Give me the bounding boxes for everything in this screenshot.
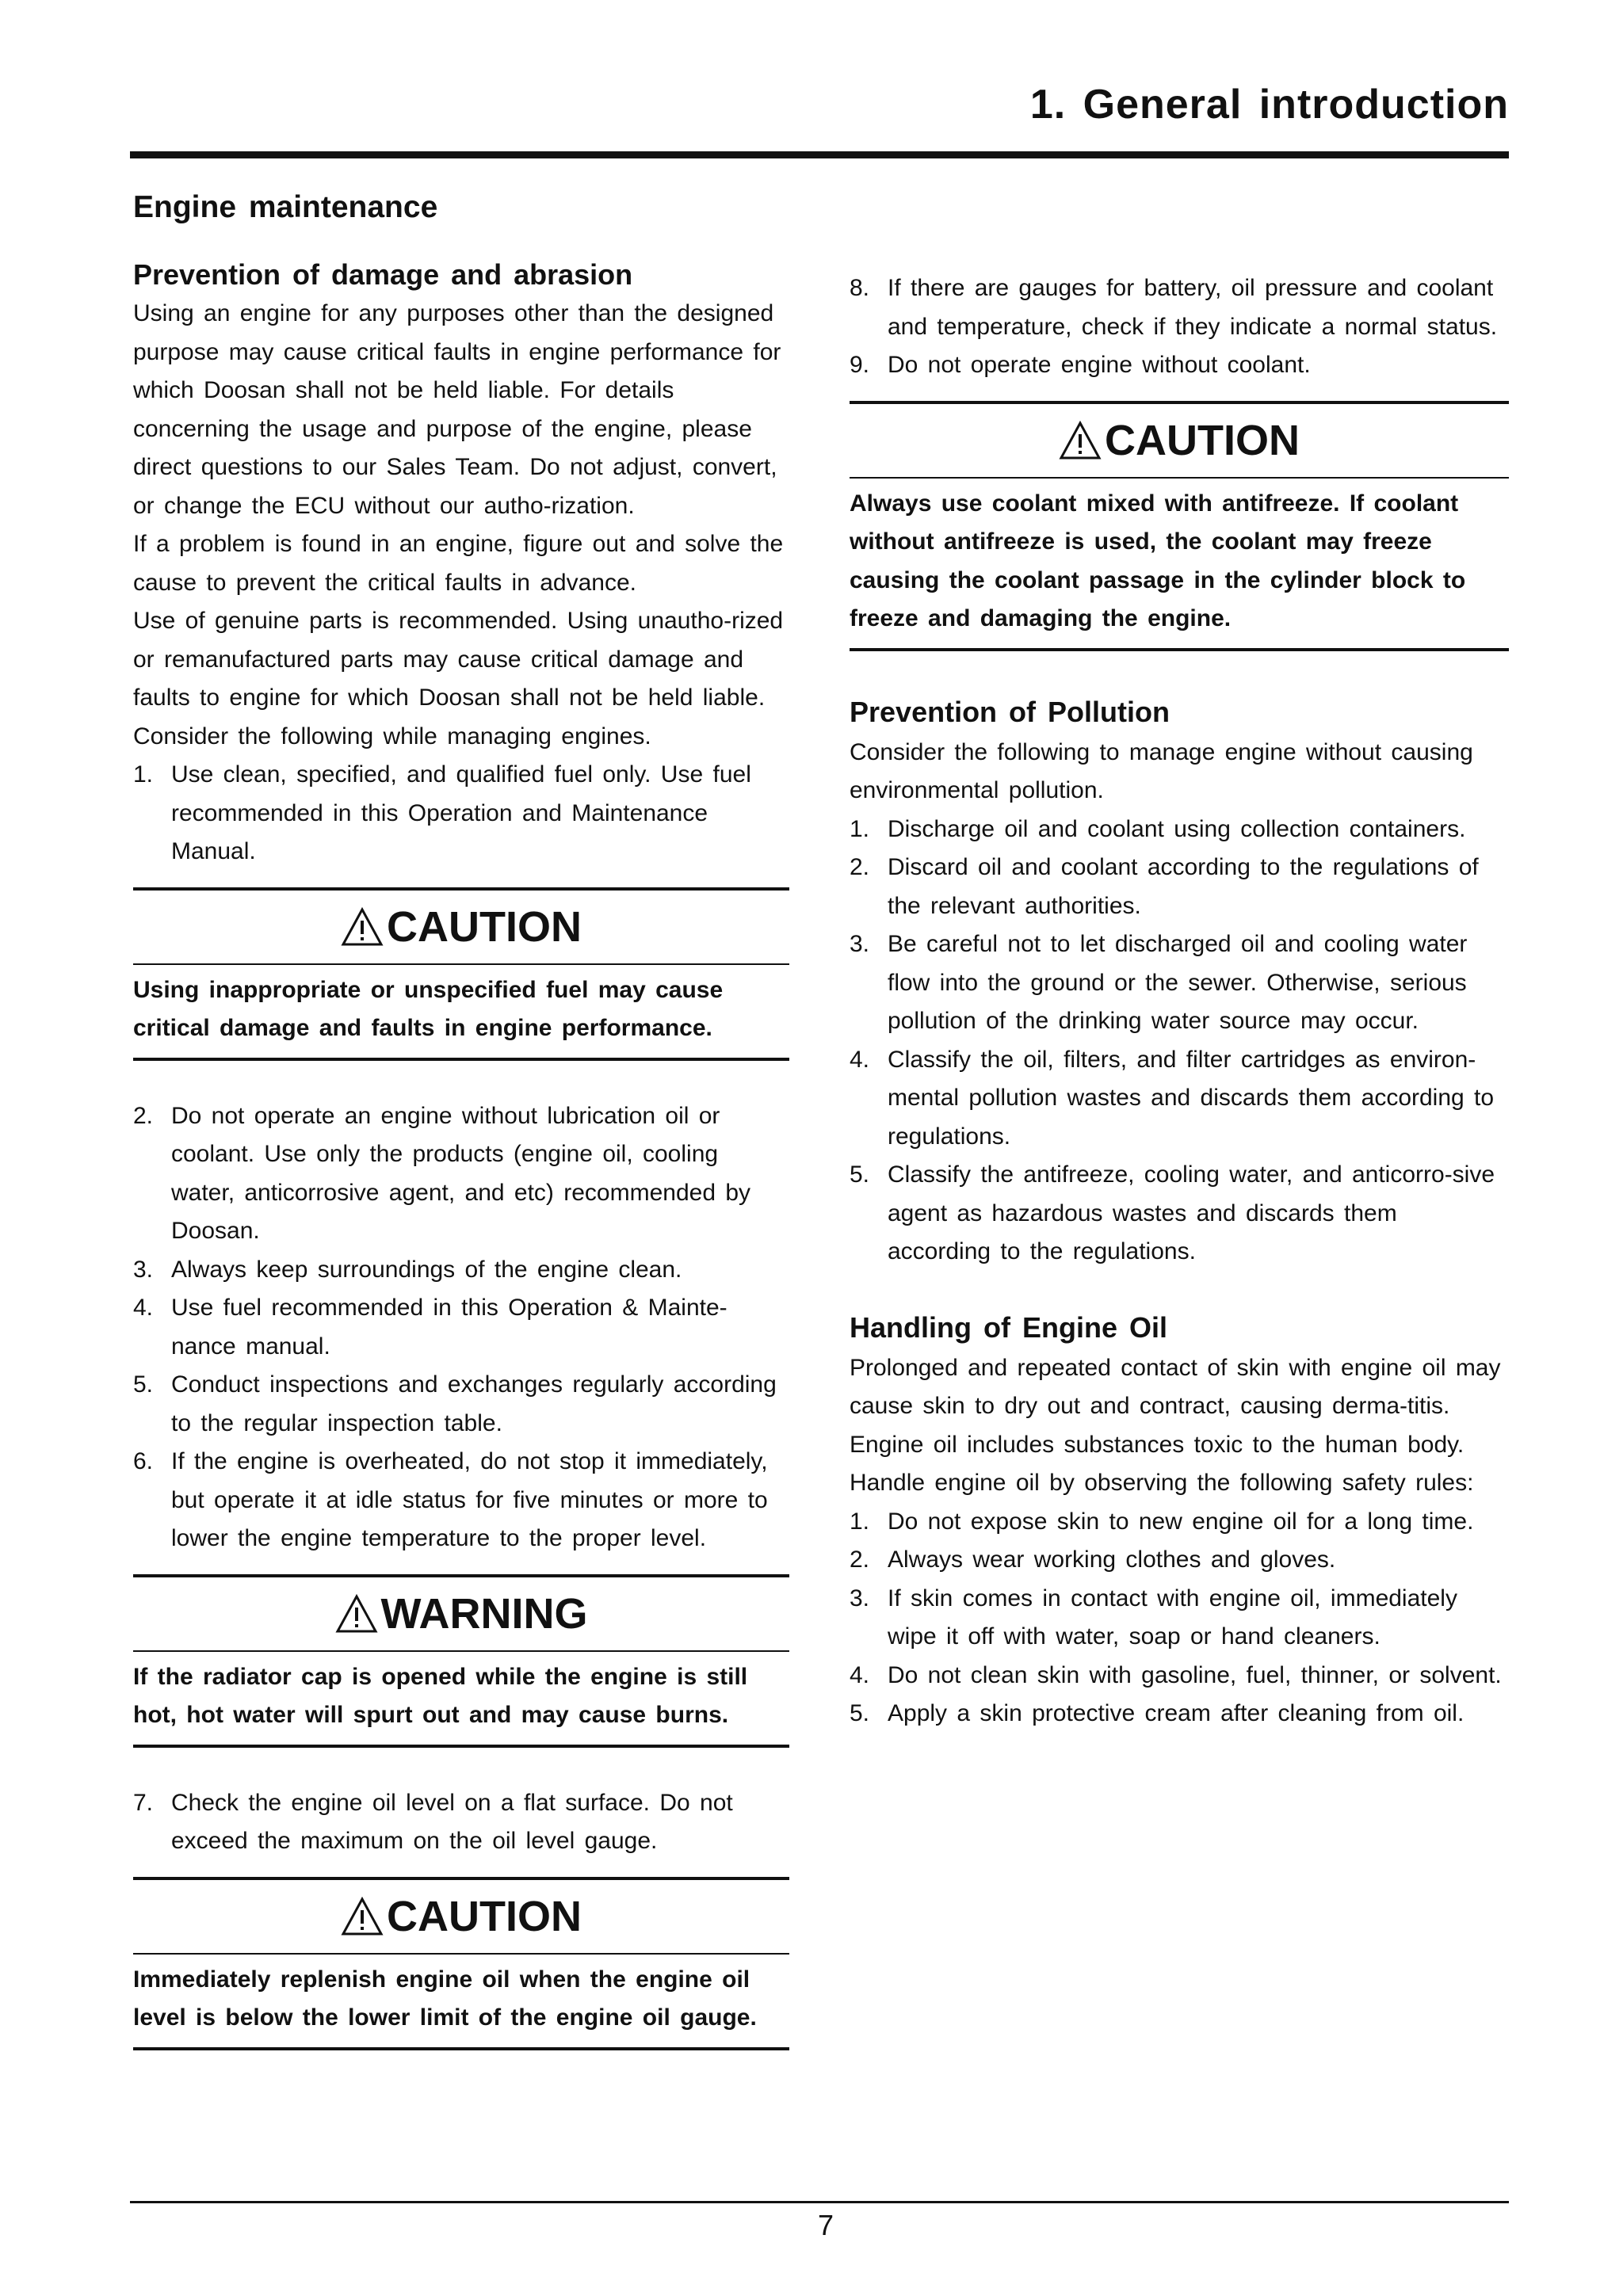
warning-text: If the radiator cap is opened while the engine is still hot, hot water will spurt out and may cause burns. (133, 1663, 748, 1728)
list-item-text: Discharge oil and coolant using collection containers. (888, 815, 1466, 842)
maintenance-list (133, 1784, 789, 1861)
warning-box (133, 1574, 789, 1748)
list-item (133, 1443, 789, 1558)
list-item-number: 1. (850, 815, 870, 842)
list-item-number: 3. (850, 931, 870, 957)
caution-header (133, 891, 789, 965)
list-item (133, 1784, 789, 1861)
engine-oil-list (850, 1503, 1509, 1733)
paragraph: If a problem is found in an engine, figure out and solve the cause to prevent the critical faults in advance. (133, 531, 784, 596)
list-item (850, 269, 1509, 346)
list-item-text: If the engine is overheated, do not stop it immediately, but operate it at idle status for five minutes or more to lower the engine temperature to the proper level. (171, 1448, 768, 1551)
list-item (133, 1366, 789, 1443)
list-item-number: 2. (850, 854, 870, 880)
list-item (133, 756, 789, 871)
list-item (850, 810, 1509, 849)
list-item-text: Use fuel recommended in this Operation & Mainte-nance manual. (171, 1295, 727, 1360)
list-item (850, 1695, 1509, 1733)
page-number: 7 (817, 2209, 834, 2241)
subsection-title: Prevention of damage and abrasion (133, 258, 633, 291)
list-item-number: 7. (133, 1789, 154, 1816)
list-item (850, 849, 1509, 925)
list-item-text: Classify the oil, filters, and filter cartridges as environ-mental pollution wastes and discards them according to regulations. (888, 1046, 1495, 1150)
footer-rule (130, 2201, 1509, 2203)
list-item (133, 1251, 789, 1290)
list-item-text: Be careful not to let discharged oil and cooling water flow into the ground or the sewer. Otherwise, serious pollution of the drinking water source may occur. (888, 931, 1468, 1034)
list-item-text: Do not operate an engine without lubrication oil or coolant. Use only the products (engine oil, cooling water, anticorrosive agent, and etc) recommended by Doosan. (171, 1102, 751, 1244)
list-item-number: 8. (850, 275, 870, 301)
list-item-text: Discard oil and coolant according to the regulations of the relevant authorities. (888, 854, 1479, 919)
engine-oil-title: Handling of Engine Oil (850, 1310, 1167, 1344)
list-item-text: Conduct inspections and exchanges regularly according to the regular inspection table. (171, 1371, 777, 1436)
list-item-number: 4. (850, 1661, 870, 1688)
caution-box (850, 401, 1509, 651)
list-item-number: 3. (133, 1256, 154, 1283)
warning-triangle-icon (335, 1594, 378, 1634)
warning-triangle-icon (341, 907, 384, 947)
list-item-number: 4. (850, 1046, 870, 1073)
caution-text: Always use coolant mixed with antifreeze. If coolant without antifreeze is used, the coolant may freeze causing the coolant passage in the cylinder block to freeze and damaging the engine. (850, 490, 1466, 631)
list-item-text: Do not operate engine without coolant. (888, 352, 1311, 378)
list-item-number: 3. (850, 1585, 870, 1611)
list-item (133, 1097, 789, 1251)
chapter-title: 1. General introduction (1029, 82, 1509, 128)
caution-box (133, 1877, 789, 2050)
caution-header (133, 1880, 789, 1955)
maintenance-list (133, 1097, 789, 1558)
warning-triangle-icon (341, 1897, 384, 1936)
warning-label: WARNING (380, 1589, 588, 1638)
pollution-intro: Consider the following to manage engine without causing environmental pollution. (850, 738, 1473, 803)
list-item-number: 2. (133, 1102, 154, 1129)
list-item (850, 1657, 1509, 1695)
list-item-text: Apply a skin protective cream after cleaning from oil. (888, 1700, 1465, 1726)
list-item (850, 1041, 1509, 1157)
list-item-number: 1. (850, 1508, 870, 1535)
list-item-text: Do not clean skin with gasoline, fuel, thinner, or solvent. (888, 1661, 1502, 1688)
list-item-number: 2. (850, 1547, 870, 1573)
list-item-text: Always wear working clothes and gloves. (888, 1547, 1336, 1573)
list-item-text: Use clean, specified, and qualified fuel only. Use fuel recommended in this Operation and Maintenance Manual. (171, 761, 751, 864)
list-item-number: 5. (850, 1161, 870, 1188)
warning-header (133, 1577, 789, 1652)
list-item (850, 1580, 1509, 1657)
list-item-number: 9. (850, 352, 870, 378)
maintenance-list (850, 269, 1509, 385)
pollution-list (850, 810, 1509, 1272)
list-item-text: Classify the antifreeze, cooling water, and anticorro-sive agent as hazardous wastes and discards them according to the regulations. (888, 1161, 1495, 1264)
right-column (850, 269, 1509, 1733)
list-item (850, 346, 1509, 385)
list-item (850, 1541, 1509, 1580)
maintenance-list (133, 756, 789, 871)
caution-box (133, 887, 789, 1061)
left-column (133, 190, 789, 2050)
list-item-text: If there are gauges for battery, oil pressure and coolant and temperature, check if they indicate a normal status. (888, 275, 1498, 340)
list-item-text: Always keep surroundings of the engine clean. (171, 1256, 682, 1283)
list-item (850, 1503, 1509, 1542)
caution-text: Using inappropriate or unspecified fuel may cause critical damage and faults in engine performance. (133, 976, 724, 1041)
caution-label: CAUTION (387, 1892, 582, 1940)
paragraph: Consider the following while managing engines. (133, 723, 651, 749)
engine-oil-intro: Prolonged and repeated contact of skin with engine oil may cause skin to dry out and contract, causing derma-titis. Engine oil includes substances toxic to the human body. Handle engine oil by observing the following safety rules: (850, 1354, 1501, 1496)
caution-text: Immediately replenish engine oil when the engine oil level is below the lower limit of the engine oil gauge. (133, 1966, 757, 2031)
list-item (850, 1156, 1509, 1272)
list-item-number: 6. (133, 1448, 154, 1474)
list-item-number: 4. (133, 1295, 154, 1321)
list-item (850, 925, 1509, 1041)
list-item-text: Do not expose skin to new engine oil for a long time. (888, 1508, 1474, 1535)
paragraph: Using an engine for any purposes other than the designed purpose may cause critical faults in engine performance for which Doosan shall not be held liable. For details concerning the usage and purpose of the engine, please direct questions to our Sales Team. Do not adjust, convert, or change the ECU without our autho-rization. (133, 300, 781, 519)
list-item-number: 1. (133, 761, 154, 788)
list-item-number: 5. (850, 1700, 870, 1726)
caution-label: CAUTION (387, 902, 582, 951)
section-title: Engine maintenance (133, 190, 438, 224)
pollution-title: Prevention of Pollution (850, 695, 1170, 728)
list-item (133, 1289, 789, 1366)
header-rule (130, 151, 1509, 158)
list-item-number: 5. (133, 1371, 154, 1398)
list-item-text: If skin comes in contact with engine oil, immediately wipe it off with water, soap or hand cleaners. (888, 1585, 1457, 1650)
paragraph: Use of genuine parts is recommended. Using unautho-rized or remanufactured parts may cause critical damage and faults to engine for which Doosan shall not be held liable. (133, 608, 784, 711)
caution-header (850, 404, 1509, 479)
warning-triangle-icon (1059, 421, 1102, 460)
caution-label: CAUTION (1105, 416, 1300, 464)
list-item-text: Check the engine oil level on a flat surface. Do not exceed the maximum on the oil level gauge. (171, 1789, 733, 1854)
